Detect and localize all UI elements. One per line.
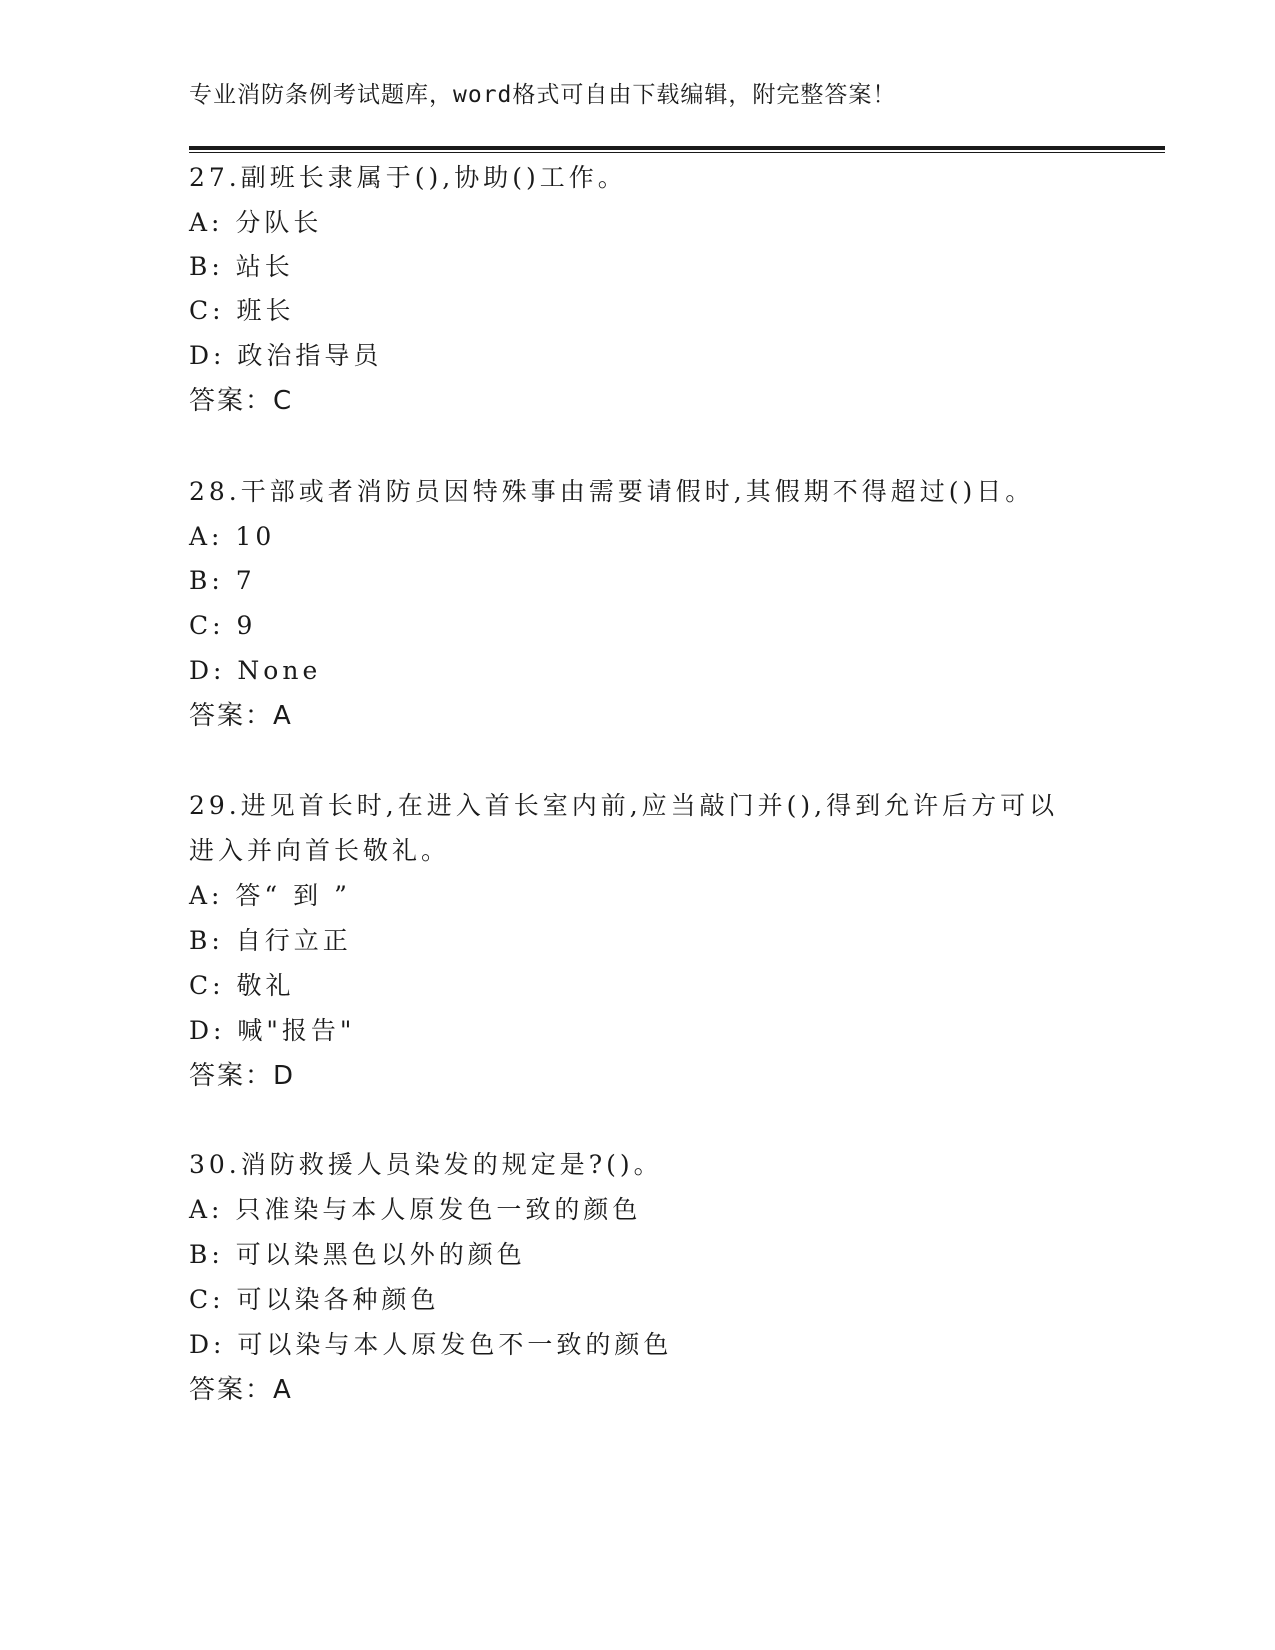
header-rule: [189, 146, 1165, 153]
option-a: A: 10: [189, 522, 276, 551]
option-d: D: 政治指导员: [189, 341, 383, 370]
option-a: A: 分队长: [189, 208, 323, 237]
answer-text: 答案：D: [189, 1061, 296, 1091]
option-b: B: 站长: [189, 252, 294, 281]
option-b: B: 7: [189, 566, 256, 595]
question-stem: 30.消防救援人员染发的规定是?()。: [189, 1150, 663, 1179]
question-stem-line-2: 进入并向首长敬礼。: [189, 836, 451, 865]
question-stem: 27.副班长隶属于(),协助()工作。: [189, 163, 627, 192]
option-b: B: 自行立正: [189, 926, 352, 955]
answer-text: 答案：C: [189, 386, 294, 416]
header-rule-thick: [189, 146, 1165, 150]
answer-text: 答案：A: [189, 701, 293, 731]
question-stem-line-1: 29.进见首长时,在进入首长室内前,应当敲门并(),得到允许后方可以: [189, 791, 1059, 820]
question-stem: 28.干部或者消防员因特殊事由需要请假时,其假期不得超过()日。: [189, 477, 1035, 506]
header-rule-thin: [189, 152, 1165, 153]
option-c: C: 敬礼: [189, 971, 295, 1000]
option-c: C: 班长: [189, 296, 295, 325]
option-a: A: 只准染与本人原发色一致的颜色: [189, 1195, 642, 1224]
option-b: B: 可以染黑色以外的颜色: [189, 1240, 526, 1269]
option-d: D: 可以染与本人原发色不一致的颜色: [189, 1330, 673, 1359]
answer-text: 答案：A: [189, 1375, 293, 1405]
option-d: D: None: [189, 656, 322, 685]
option-a: A: 答“ 到 ”: [189, 881, 351, 910]
option-c: C: 9: [189, 611, 257, 640]
option-c: C: 可以染各种颜色: [189, 1285, 440, 1314]
page-header-text: 专业消防条例考试题库，word格式可自由下载编辑，附完整答案！: [189, 82, 897, 108]
option-d: D: 喊"报告": [189, 1016, 356, 1045]
